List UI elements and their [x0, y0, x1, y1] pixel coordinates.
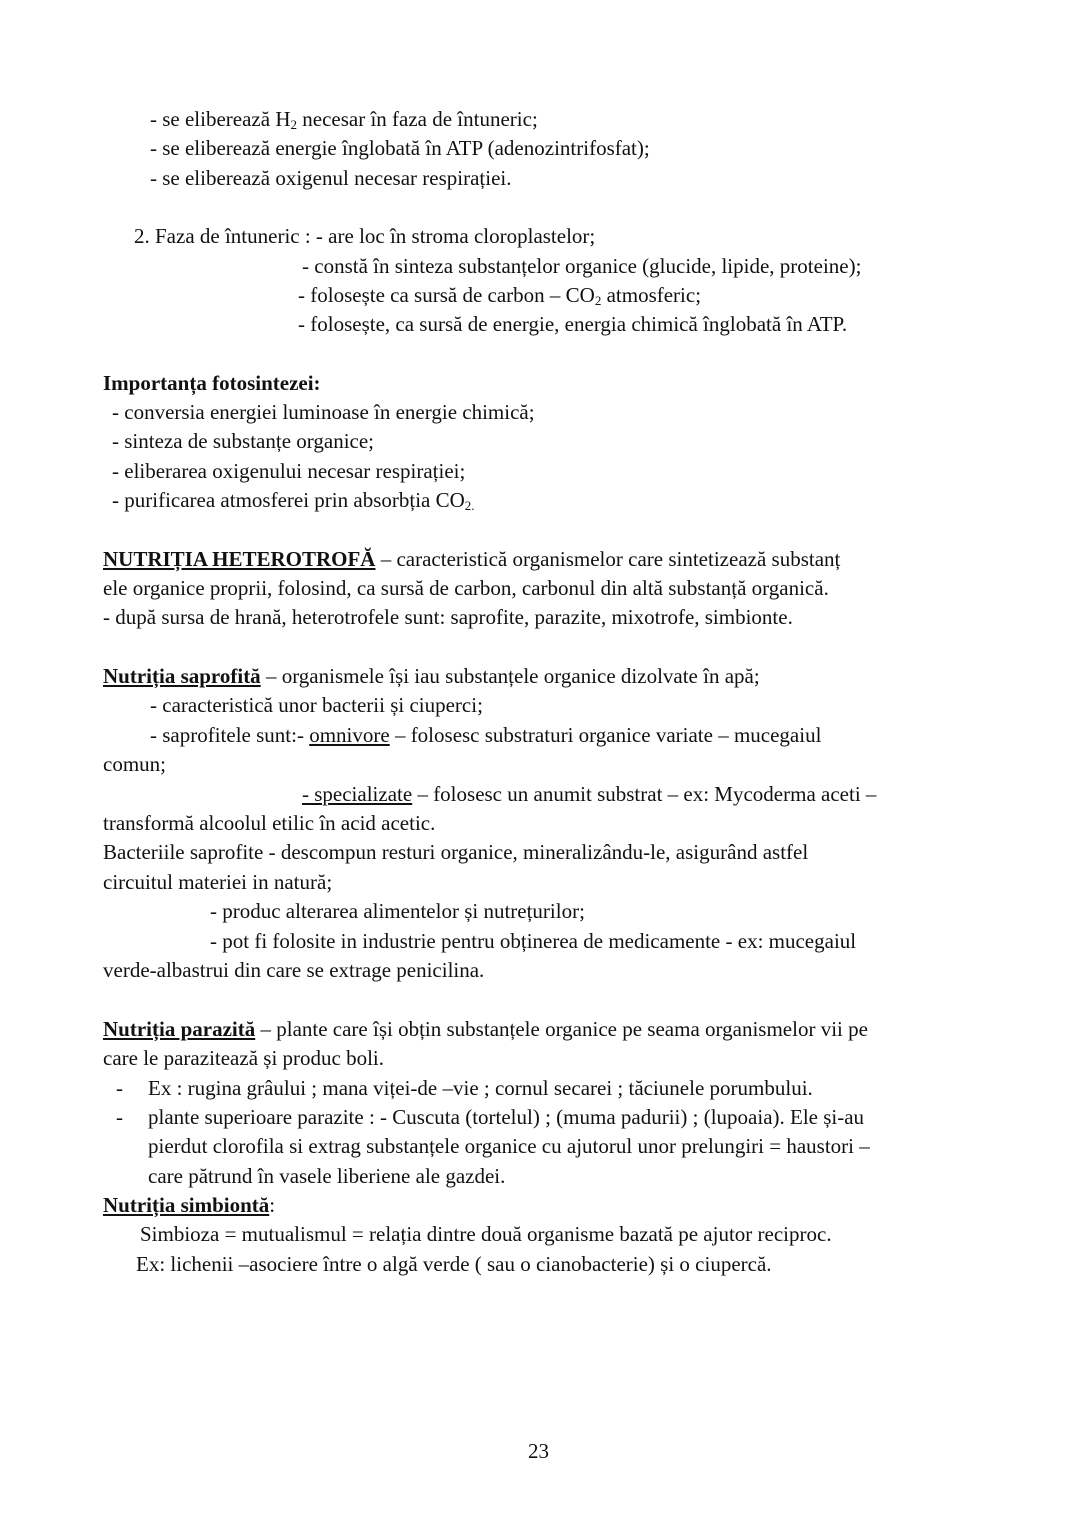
importance-item: - purificarea atmosferei prin absorbția $CO_{2.}$ [112, 488, 475, 513]
saprophytic-title: Nutriția saprofită [103, 664, 261, 688]
saprophytic-line-6: transformă alcoolul etilic în acid acetic. [103, 811, 436, 835]
dark-phase-item-synthesis: - constă în sinteza substanțelor organice (glucide, lipide, proteine); [302, 254, 862, 278]
parasitic-line-3: Ex : rugina grâului ; mana viței-de –vie ; cornul secarei ; tăciunele porumbului. [148, 1076, 813, 1100]
heterotrophic-line-1: NUTRIȚIA HETEROTROFĂ – caracteristică organismelor care sintetizează substanț [103, 547, 841, 571]
saprophytic-line-11: verde-albastrui din care se extrage penicilina. [103, 958, 485, 982]
saprophytic-line-10: - pot fi folosite in industrie pentru obținerea de medicamente - ex: mucegaiul [210, 929, 857, 953]
saprophytic-line-8: circuitul materiei in natură; [103, 870, 333, 894]
parasitic-line-1: Nutriția parazită – plante care își obțin substanțele organice pe seama organismelor vii pe [103, 1017, 868, 1041]
parasitic-bullet: - [116, 1105, 123, 1129]
saprophytic-line-4: comun; [103, 752, 166, 776]
heterotrophic-line-2: ele organice proprii, folosind, ca sursă de carbon, carbonul din altă substanță organică. [103, 576, 829, 600]
heterotrophic-title: NUTRIȚIA HETEROTROFĂ [103, 547, 376, 571]
saprophytic-line-5: - specializate – folosesc un anumit substrat – ex: Mycoderma aceti – [302, 782, 877, 806]
dark-phase-heading: 2. Faza de întuneric : - are loc în stroma cloroplastelor; [134, 224, 596, 248]
page-number: 23 [528, 1439, 549, 1463]
symbiotic-line-1: Simbioza = mutualismul = relația dintre două organisme bazată pe ajutor reciproc. [140, 1222, 832, 1246]
dark-phase-item-energy: - folosește, ca sursă de energie, energia chimică înglobată în ATP. [298, 312, 848, 336]
parasitic-line-2: care le parazitează și produc boli. [103, 1046, 385, 1070]
symbiotic-line-2: Ex: lichenii –asociere între o algă verde ( sau o cianobacterie) și o ciupercă. [136, 1252, 772, 1276]
light-phase-item-oxygen: - se eliberează oxigenul necesar respirației. [150, 166, 512, 190]
parasitic-bullet: - [116, 1076, 123, 1100]
saprophytic-line-7: Bacteriile saprofite - descompun resturi organice, mineralizându-le, asigurând astfel [103, 840, 809, 864]
importance-item: - sinteza de substanțe organice; [112, 429, 375, 453]
importance-title: Importanța fotosintezei: [103, 371, 321, 395]
importance-item: - conversia energiei luminoase în energie chimică; [112, 400, 535, 424]
parasitic-title: Nutriția parazită [103, 1017, 256, 1041]
parasitic-line-4: plante superioare parazite : - Cuscuta (tortelul) ; (muma padurii) ; (lupoaia). Ele și-au [148, 1105, 865, 1129]
light-phase-item-h2: - se eliberează $H_2$ necesar în faza de întuneric; [150, 107, 538, 132]
saprophytic-line-2: - caracteristică unor bacterii și ciuperci; [150, 693, 483, 717]
importance-item: - eliberarea oxigenului necesar respirației; [112, 459, 466, 483]
specializate-term: - specializate [302, 782, 413, 806]
symbiotic-title: Nutriția simbiontă [103, 1193, 270, 1217]
light-phase-item-atp: - se eliberează energie înglobată în ATP (adenozintrifosfat); [150, 136, 650, 160]
parasitic-line-6: care pătrund în vasele liberiene ale gazdei. [148, 1164, 506, 1188]
heterotrophic-line-3: - după sursa de hrană, heterotrofele sunt: saprofite, parazite, mixotrofe, simbionte. [103, 605, 793, 629]
dark-phase-item-carbon: - folosește ca sursă de carbon – $CO_2$ atmosferic; [298, 283, 702, 308]
saprophytic-line-9: - produc alterarea alimentelor și nutrețurilor; [210, 899, 585, 923]
saprophytic-line-3: - saprofitele sunt:- omnivore – folosesc substraturi organice variate – mucegaiul [150, 723, 822, 747]
omnivore-term: omnivore [309, 723, 390, 747]
saprophytic-line-1: Nutriția saprofită – organismele își iau substanțele organice dizolvate în apă; [103, 664, 760, 688]
symbiotic-heading: Nutriția simbiontă: [103, 1193, 276, 1217]
parasitic-line-5: pierdut clorofila si extrag substanțele organice cu ajutorul unor prelungiri = haustori – [148, 1134, 870, 1158]
